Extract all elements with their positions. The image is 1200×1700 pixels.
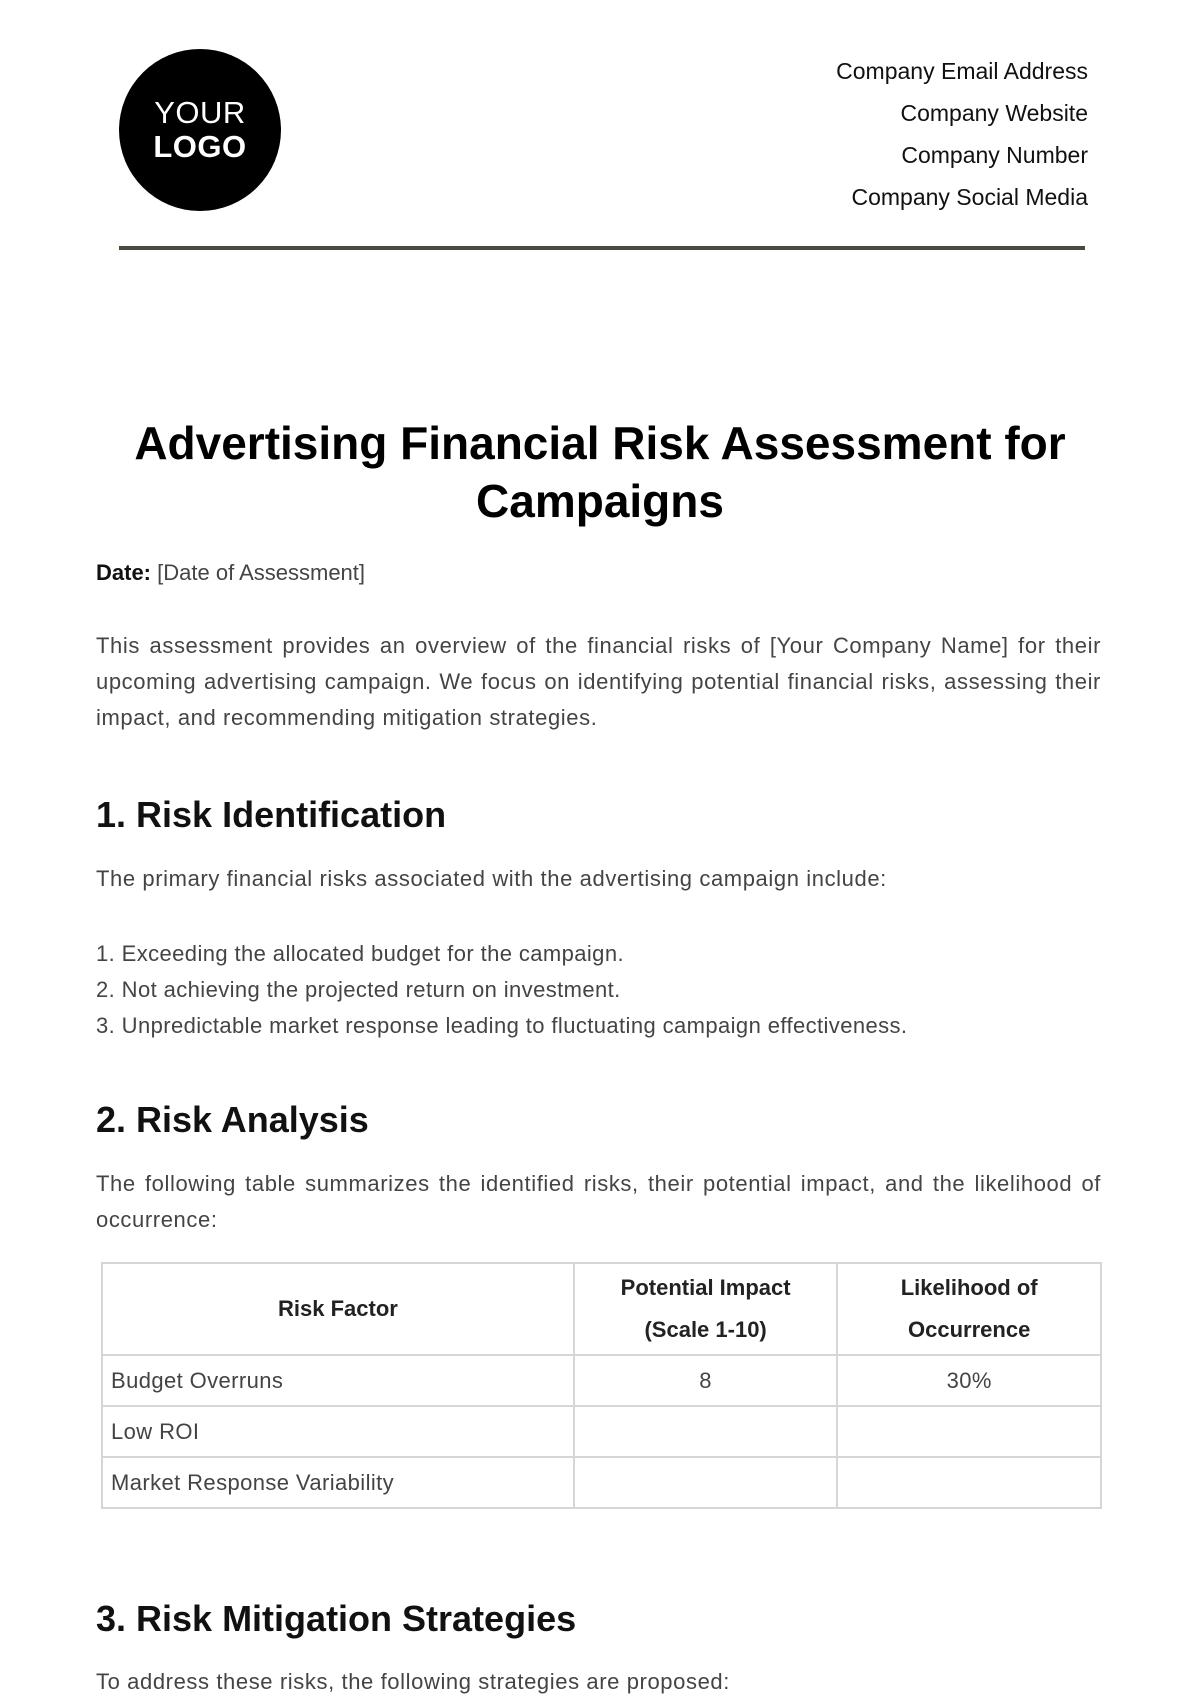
cell-likelihood — [837, 1457, 1101, 1508]
header-potential-impact — [574, 1263, 838, 1355]
header-likelihood-line1: Likelihood of — [900, 1275, 1038, 1300]
company-logo — [119, 49, 281, 211]
risk-list — [96, 936, 907, 1044]
list-item: 3. Unpredictable market response leading to fluctuating campaign effectiveness. — [96, 1013, 908, 1038]
table-row — [102, 1355, 1101, 1406]
risk-mitigation-intro: To address these risks, the following strategies are proposed: — [96, 1669, 730, 1694]
header-potential-impact-line1: Potential Impact — [620, 1275, 791, 1300]
cell-risk-factor: Budget Overruns — [102, 1355, 574, 1406]
cell-risk-factor: Low ROI — [102, 1406, 574, 1457]
list-item: 1. Exceeding the allocated budget for the campaign. — [96, 941, 624, 966]
cell-risk-factor: Market Response Variability — [102, 1457, 574, 1508]
risk-identification-intro: The primary financial risks associated with the advertising campaign include: — [96, 866, 887, 891]
section-heading-risk-mitigation: 3. Risk Mitigation Strategies — [96, 1598, 577, 1639]
company-contact-block — [836, 50, 1088, 218]
table-header-row — [102, 1263, 1101, 1355]
cell-likelihood: 30% — [837, 1355, 1101, 1406]
company-email: Company Email Address — [836, 58, 1088, 84]
header-potential-impact-line2: (Scale 1-10) — [644, 1317, 767, 1342]
risk-analysis-table — [101, 1262, 1102, 1509]
logo-line-1: YOUR — [154, 95, 246, 130]
company-number: Company Number — [901, 142, 1088, 168]
risk-analysis-intro: The following table summarizes the identified risks, their potential impact, and the likelihood of occurrence: — [96, 1171, 1101, 1232]
section-heading-risk-analysis: 2. Risk Analysis — [96, 1099, 369, 1140]
date-value: [Date of Assessment] — [157, 560, 366, 585]
document-title: Advertising Financial Risk Assessment for Campaigns — [134, 417, 1066, 527]
list-item: 2. Not achieving the projected return on investment. — [96, 977, 621, 1002]
cell-impact: 8 — [574, 1355, 838, 1406]
cell-likelihood — [837, 1406, 1101, 1457]
date-label: Date: — [96, 560, 152, 585]
header-divider — [119, 246, 1085, 250]
intro-paragraph: This assessment provides an overview of the financial risks of [Your Company Name] for their upcoming advertising campaign. We focus on identifying potential financial risks, assessing their impact, and recommending mitigation strategies. — [96, 633, 1101, 730]
logo-line-2: LOGO — [153, 129, 247, 164]
cell-impact — [574, 1457, 838, 1508]
header-risk-factor-label: Risk Factor — [278, 1296, 398, 1321]
table-row — [102, 1406, 1101, 1457]
header-likelihood — [837, 1263, 1101, 1355]
table-row — [102, 1457, 1101, 1508]
header-likelihood-line2: Occurrence — [908, 1317, 1031, 1342]
company-social-media: Company Social Media — [851, 184, 1088, 210]
company-website: Company Website — [900, 100, 1088, 126]
cell-impact — [574, 1406, 838, 1457]
assessment-date — [96, 560, 365, 586]
section-heading-risk-identification: 1. Risk Identification — [96, 794, 447, 835]
header-risk-factor — [102, 1263, 574, 1355]
